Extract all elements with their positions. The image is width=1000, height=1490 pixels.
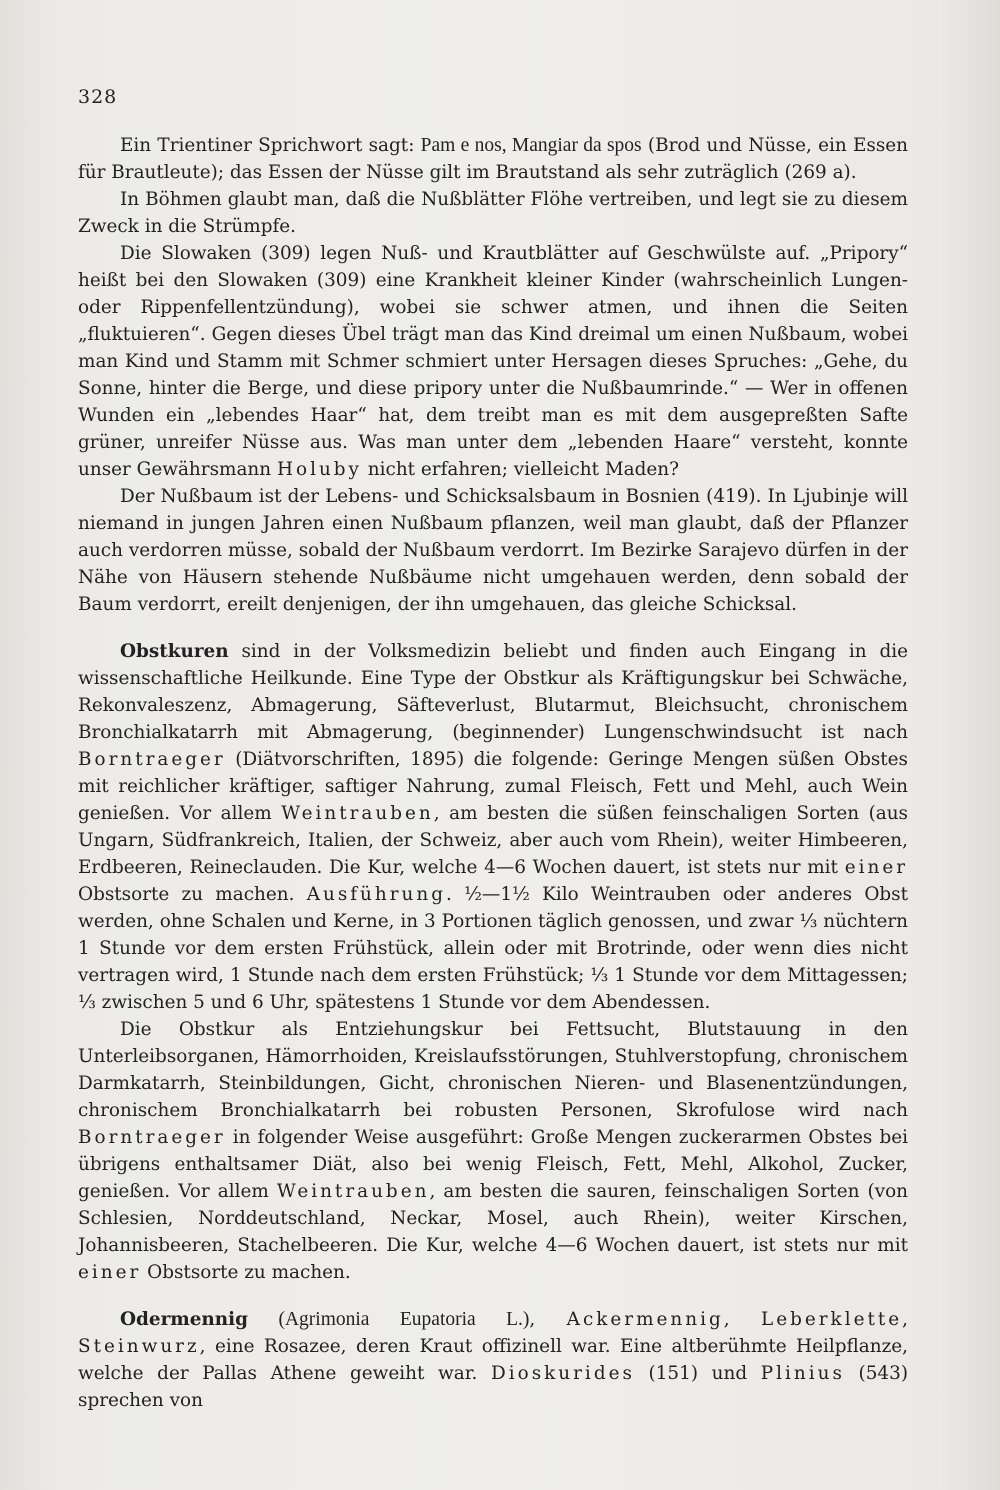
spaced-term: Ausführung	[306, 884, 446, 905]
spaced-term: einer	[844, 857, 908, 878]
text-run: (Diätvorschriften, 1895) die folgende: Geringe Mengen süßen Obstes mit reichlicher kräftiger, saftiger Nahrung, zumal Fleisch, Fett und Mehl, auch Wein genießen. Vor allem	[78, 749, 908, 824]
spaced-term: Steinwurz	[78, 1336, 200, 1357]
spaced-term: Ackermennig	[566, 1309, 724, 1330]
text-run: , am besten die süßen feinschaligen Sorten (aus Ungarn, Südfrankreich, Italien, der Schweiz, aber auch vom Rhein), weiter Himbeeren, Erdbeeren, Reineclauden. Die Kur, welche 4—6 Wochen dauert, ist stets nur mit	[78, 803, 908, 878]
text-run: , eine Rosazee, deren Kraut offizinell war. Eine altberühmte Heilpflanze, welche der Pallas Athene geweiht war.	[78, 1336, 908, 1384]
paragraph-bosnia: Der Nußbaum ist der Lebens- und Schicksalsbaum in Bosnien (419). In Ljubinje will niemand in jungen Jahren einen Nußbaum pflanzen, weil man glaubt, daß der Pflanzer auch verdorren müsse, sobald der Nußbaum verdorrt. Im Bezirke Sarajevo dürfen in der Nähe von Häusern stehende Nußbäume nicht umgehauen werden, denn sobald der Baum verdorrt, ereilt denjenigen, der ihn umgehauen, das gleiche Schicksal.	[78, 486, 908, 615]
spaced-term: Weintrauben	[276, 1181, 430, 1202]
paragraph-trentino-proverb	[78, 132, 908, 186]
spaced-term: Leberklette	[761, 1309, 903, 1330]
spaced-name: Borntraeger	[78, 749, 226, 770]
entry-heading: Odermennig	[120, 1309, 249, 1330]
paragraph-entziehungskur	[78, 1016, 908, 1286]
text-run: in folgender Weise ausgeführt: Große Mengen zuckerarmen Obstes bei übrigens enthaltsamer Diät, also bei wenig Fleisch, Fett, Mehl, Alkohol, Zucker, genießen. Vor allem	[78, 1127, 908, 1202]
spaced-name: Plinius	[760, 1363, 845, 1384]
latin-quote: Pam e nos, Mangiar da spos	[420, 135, 642, 156]
paragraph-slovaks	[78, 240, 908, 483]
spaced-term: einer	[78, 1262, 142, 1283]
text-run: ,	[529, 1309, 567, 1330]
text-run: Obstsorte zu machen.	[141, 1262, 351, 1283]
body-text	[78, 132, 908, 1414]
text-run: ,	[723, 1309, 762, 1330]
text-run: Die Slowaken (309) legen Nuß- und Krautblätter auf Geschwülste auf. „Pripory“ heißt bei den Slowaken (309) eine Krankheit kleiner Kinder (wahrscheinlich Lungen- oder Rippenfellentzündung), wobei sie schwer atmen, und ihnen die Seiten „fluktuieren“. Gegen dieses Übel trägt man das Kind dreimal um einen Nußbaum, wobei man Kind und Stamm mit Schmer schmiert unter Hersagen dieses Spruches: „Gehe, du Sonne, hinter die Berge, und diese pripory unter die Nußbaumrinde.“ — Wer in offenen Wunden ein „lebendes Haar“ hat, dem treibt man es mit dem ausgepreßten Safte grüner, unreifer Nüsse aus. Was man unter dem „lebenden Haare“ versteht, konnte unser Gewährsmann	[78, 243, 908, 480]
text-run: . ½—1½ Kilo Weintrauben oder anderes Obst werden, ohne Schalen und Kerne, in 3 Portionen täglich genossen, und zwar ⅓ nüchtern 1 Stunde vor dem ersten Frühstück, allein oder mit Brotrinde, oder wenn dies nicht vertragen wird, 1 Stunde nach dem ersten Frühstück; ⅓ 1 Stunde vor dem Mittagessen; ⅓ zwischen 5 und 6 Uhr, spätestens 1 Stunde vor dem Abendessen.	[78, 884, 908, 1013]
entry-odermennig	[78, 1306, 908, 1414]
entry-heading: Obstkuren	[120, 641, 229, 662]
text-run: sind in der Volksmedizin beliebt und finden auch Eingang in die wissenschaftliche Heilkunde. Eine Type der Obstkur als Kräftigungskur bei Schwäche, Rekonvaleszenz, Abmagerung, Säfteverlust, Blutarmut, Bleichsucht, chronischem Bronchialkatarrh mit Abmagerung, (beginnender) Lungenschwindsucht ist nach	[78, 641, 908, 743]
text-run: ,	[902, 1309, 908, 1330]
spaced-name: Borntraeger	[78, 1127, 226, 1148]
text-run: (Brod und Nüsse, ein Essen für Brautleute); das Essen der Nüsse gilt im Brautstand als sehr zuträglich (269 a).	[78, 135, 908, 183]
text-run: nicht erfahren; vielleicht Maden?	[361, 459, 679, 480]
latin-name: (Agrimonia Eupatoria L.)	[248, 1309, 530, 1330]
text-run: Obstsorte zu machen.	[78, 884, 307, 905]
spaced-term: Weintrauben	[281, 803, 434, 824]
spaced-name: Holuby	[276, 459, 362, 480]
text-run: (543) sprechen von	[78, 1363, 908, 1411]
page-number: 328	[78, 86, 118, 108]
text-run: Ein Trientiner Sprichwort sagt:	[120, 135, 421, 156]
entry-obstkuren	[78, 638, 908, 1016]
text-run: (151) und	[634, 1363, 761, 1384]
spaced-name: Dioskurides	[491, 1363, 635, 1384]
paragraph-bohemia: In Böhmen glaubt man, daß die Nußblätter Flöhe vertreiben, und legt sie zu diesem Zweck in die Strümpfe.	[78, 189, 908, 237]
text-run: , am besten die sauren, feinschaligen Sorten (von Schlesien, Norddeutschland, Neckar, Mosel, auch Rhein), weiter Kirschen, Johannisbeeren, Stachelbeeren. Die Kur, welche 4—6 Wochen dauert, ist stets nur mit	[78, 1181, 908, 1256]
text-run: Die Obstkur als Entziehungskur bei Fettsucht, Blutstauung in den Unterleibsorganen, Hämorrhoiden, Kreislaufsstörungen, Stuhlverstopfung, chronischem Darmkatarrh, Steinbildungen, Gicht, chronischen Nieren- und Blasenentzündungen, chronischem Bronchialkatarrh bei robusten Personen, Skrofulose wird nach	[78, 1019, 908, 1121]
